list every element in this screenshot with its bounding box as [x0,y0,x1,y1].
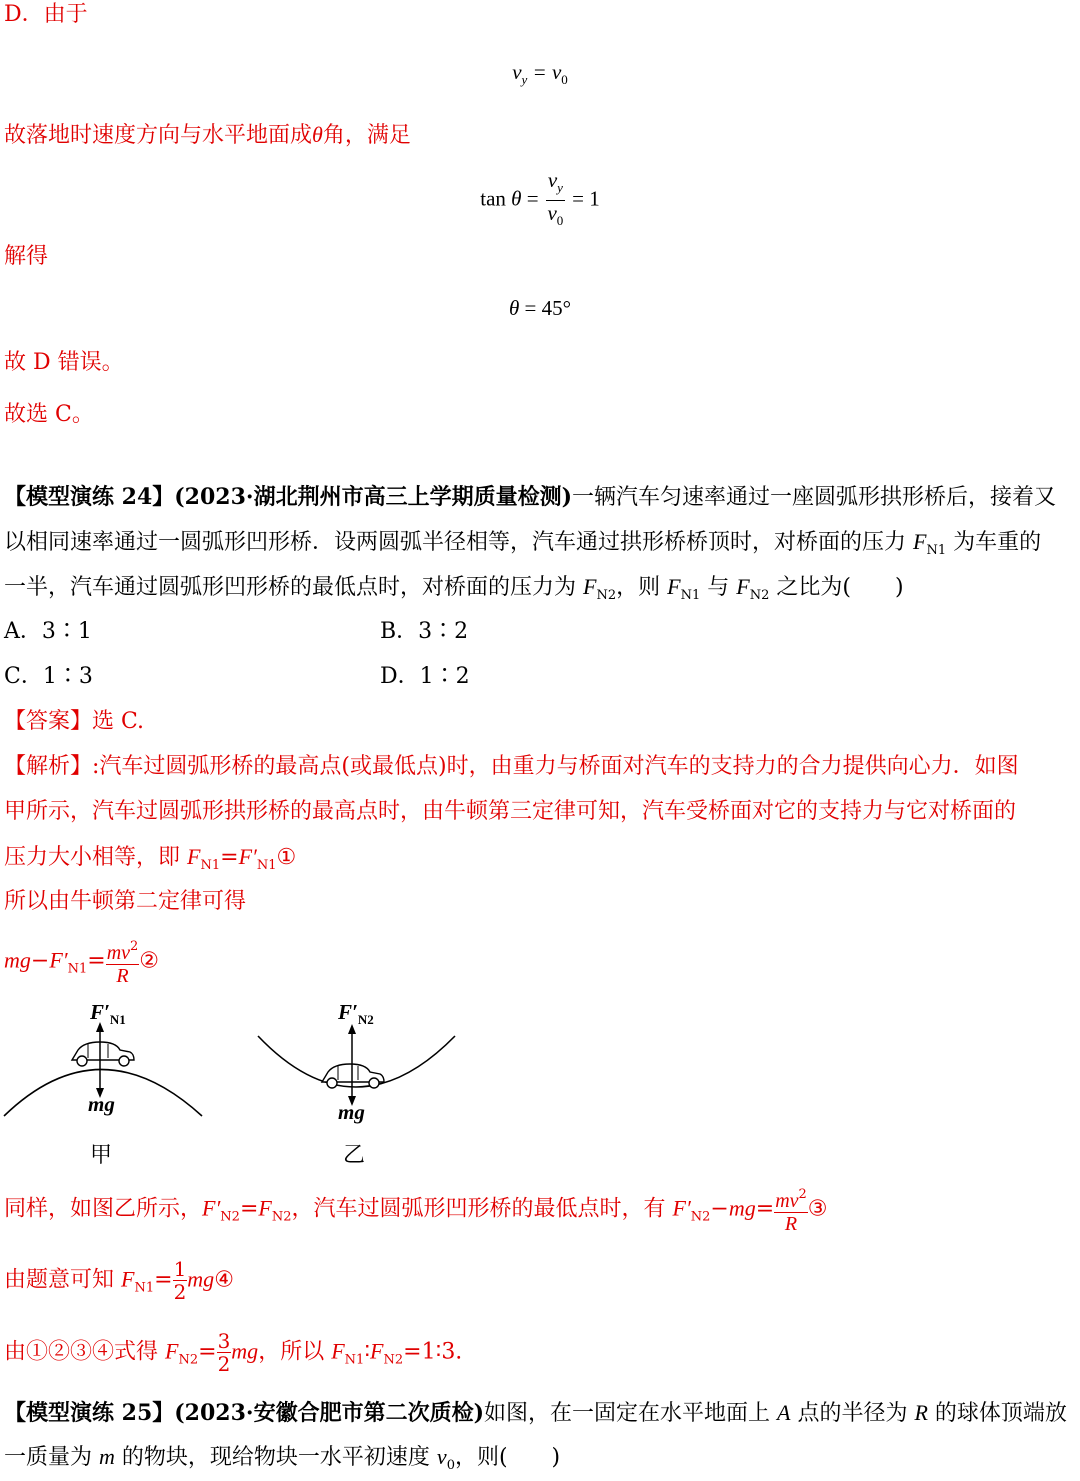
equation-2: $mg-F'_{N1}=$ $\frac{mv^2}{R}$ ② [4,936,159,987]
fig-caption-yi: 乙 [343,1143,366,1168]
sol-d-choice: 故选 C。 [4,402,94,427]
q25-line2: 一质量为 m 的物块，现给物块一水平初速度 $v_0$，则( ) [4,1444,561,1473]
equation-3-line: 同样，如图乙所示，$F'_{N2}=F_{N2}$，汽车过圆弧形凹形桥的最低点时，有 $F'_{N2}-mg=$ $\frac{mv^2}{R}$ ③ [4,1184,828,1235]
equation-4-line: 由题意可知 $F_{N1}=$ $\frac{1}{2}$ mg④ [4,1257,234,1304]
option-b: B．3∶2 [380,619,469,644]
q24-line3: 一半，汽车通过圆弧形凹形桥的最低点时，对桥面的压力为 $F_{N2}$，则 $F_{N1}$ 与 $F_{N2}$ 之比为( ) [4,574,904,603]
equation-theta-45: θ = 45° [508,296,572,320]
q24-line2: 以相同速率通过一圆弧形凹形桥．设两圆弧半径相等，汽车通过拱形桥桥顶时，对桥面的压力 $F_{N1}$ 为车重的 [4,529,1042,558]
equation-vy-v0: $v_y = v_0$ [512,60,568,87]
fig-label-mg-jia: mg [88,1092,115,1116]
final-result-line: 由①②③④式得 $F_{N2}=$ $\frac{3}{2}$ mg，所以 $F_{N1}∶F_{N2}=1∶3$. [4,1329,463,1376]
car-icon-yi [322,1064,384,1088]
q25-line1: 【模型演练 25】(2023·安徽合肥市第二次质检)如图，在一固定在水平地面上 A 点的半径为 R 的球体顶端放 [4,1400,1067,1426]
option-c: C．1∶3 [4,664,93,689]
fig-label-mg-yi: mg [338,1100,365,1124]
sol-d-angle-text: 故落地时速度方向与水平地面成θ角，满足 [4,122,411,148]
answer: 【答案】选 C. [4,709,145,734]
analysis-line2: 甲所示，汽车过圆弧形拱形桥的最高点时，由牛顿第三定律可知，汽车受桥面对它的支持力与它对桥面的 [4,799,1017,824]
q24-line1: 【模型演练 24】(2023·湖北荆州市高三上学期质量检测)一辆汽车匀速率通过一座圆弧形拱形桥后，接着又 [4,484,1056,510]
sol-d-jiede: 解得 [4,244,49,269]
option-a: A．3∶1 [4,619,92,644]
fig-label-fn2: $F'_{N2}$ [338,1000,374,1027]
analysis-line1: 【解析】:汽车过圆弧形桥的最高点(或最低点)时，由重力与桥面对汽车的支持力的合力提供向心力．如图 [4,754,1019,779]
car-icon-jia [72,1042,134,1066]
analysis-line4: 所以由牛顿第二定律可得 [4,889,247,914]
equation-tan-theta: tan θ = $\frac{v_y}{v_0}$ = 1 [480,168,600,228]
analysis-line3: 压力大小相等，即 $F_{N1}=F'_{N1}①$ [4,844,297,873]
bridge-figure [0,998,470,1174]
sol-d-conclusion: 故 D 错误。 [4,350,124,375]
sol-d-label: D．由于 [4,2,88,27]
fig-caption-jia: 甲 [90,1143,113,1168]
fig-label-fn1: $F'_{N1}$ [90,1000,126,1027]
option-d: D．1∶2 [380,664,470,689]
